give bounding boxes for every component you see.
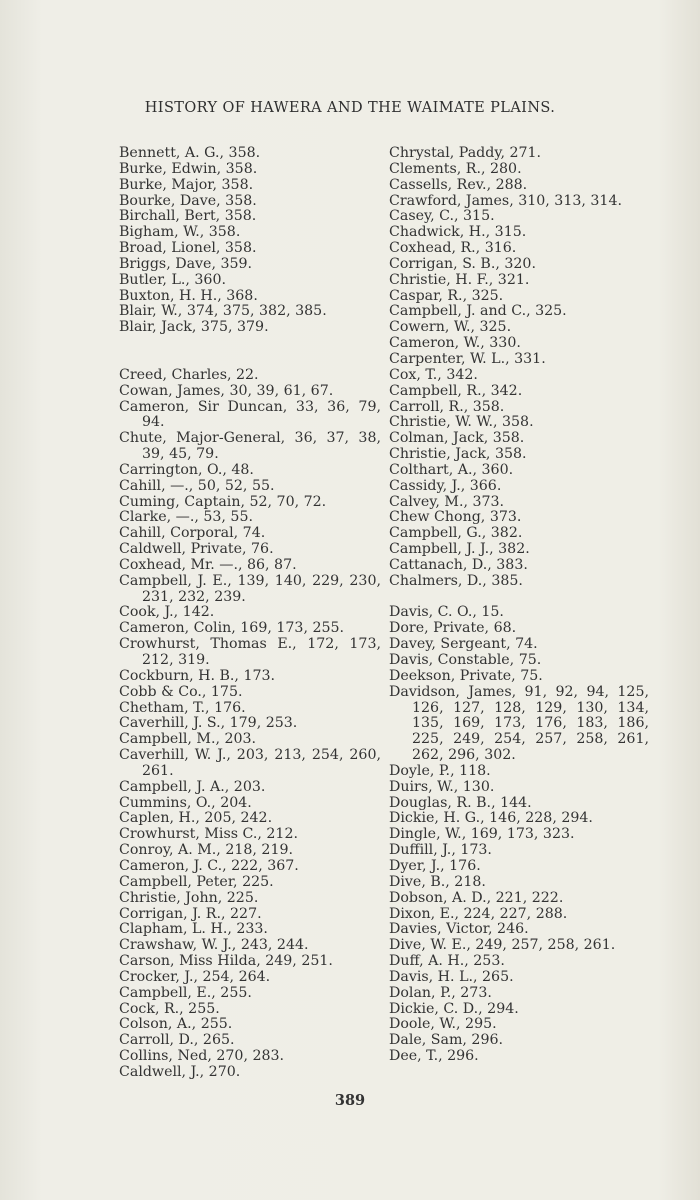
index-entry: Cameron, Colin, 169, 173, 255. [119,620,345,637]
index-entry: Briggs, Dave, 359. [119,255,253,272]
index-entry: Corrigan, J. R., 227. [119,905,262,922]
index-entry: Cattanach, D., 383. [389,556,528,573]
index-entry: Davis, Constable, 75. [389,652,542,668]
index-entry: Coxhead, Mr. —., 86, 87. [119,556,297,573]
index-column-left [119,146,381,1081]
index-entry: Duff, A. H., 253. [389,953,505,970]
index-entry: Cockburn, H. B., 173. [119,667,276,684]
index-entry: Chalmers, D., 385. [389,572,523,589]
index-entry: Douglas, R. B., 144. [389,794,532,811]
index-entry: Dobson, A. D., 221, 222. [389,889,564,906]
index-entry: Cook, J., 142. [119,604,215,621]
index-entry: Crawshaw, W. J., 243, 244. [119,937,309,954]
group-separator [119,352,381,368]
index-entry: Chute, Major-General, 36, 37, 38, 39, 45, 79. [119,430,381,463]
index-entry: Conroy, A. M., 218, 219. [119,842,294,859]
index-entry: Coxhead, R., 316. [389,240,517,257]
index-entry: Chetham, T., 176. [119,699,246,716]
index-entry: Davis, C. O., 15. [389,604,504,621]
index-entry: Chrystal, Paddy, 271. [389,145,542,161]
index-entry: Campbell, J. A., 203. [119,778,266,795]
running-header: HISTORY OF HAWERA AND THE WAIMATE PLAINS. [144,100,556,116]
index-entry: Christie, H. F., 321. [389,271,530,288]
index-entry: Collins, Ned, 270, 283. [119,1048,285,1065]
index-entry: Carson, Miss Hilda, 249, 251. [119,953,333,970]
index-entry: Butler, L., 360. [119,271,226,288]
index-entry: Cuming, Captain, 52, 70, 72. [119,493,327,510]
index-entry: Crowhurst, Miss C., 212. [119,826,298,843]
index-entry: Caspar, R., 325. [389,287,504,304]
index-entry: Dyer, J., 176. [389,857,481,874]
index-entry: Campbell, G., 382. [389,525,523,542]
index-entry: Crawford, James, 310, 313, 314. [389,192,622,209]
index-entry: Cassidy, J., 366. [389,477,502,494]
group-separator [119,336,381,352]
index-entry: Campbell, R., 342. [389,382,523,399]
index-entry: Cameron, W., 330. [389,335,521,352]
index-entry: Campbell, J. J., 382. [389,541,530,558]
index-entry: Dore, Private, 68. [389,620,517,637]
page-number: 389 [334,1092,366,1109]
index-entry: Dickie, C. D., 294. [389,1000,519,1017]
index-entry: Cowern, W., 325. [389,319,512,336]
index-entry: Caldwell, J., 270. [119,1063,241,1080]
index-entry: Clarke, —., 53, 55. [119,509,253,526]
index-entry: Campbell, J. E., 139, 140, 229, 230, 231, 232, 239. [119,572,381,605]
index-entry: Campbell, M., 203. [119,731,257,748]
index-entry: Campbell, Peter, 225. [119,873,274,890]
index-entry: Cameron, Sir Duncan, 33, 36, 79, 94. [119,398,381,431]
index-entry: Cowan, James, 30, 39, 61, 67. [119,382,334,399]
index-entry: Bourke, Dave, 358. [119,192,257,209]
index-entry: Dale, Sam, 296. [389,1032,504,1049]
index-entry: Buxton, H. H., 368. [119,287,258,304]
index-entry: Dolan, P., 273. [389,984,492,1001]
index-entry: Calvey, M., 373. [389,493,505,510]
index-entry: Cahill, —., 50, 52, 55. [119,477,275,494]
index-entry: Caverhill, W. J., 203, 213, 254, 260, 261. [119,747,381,779]
index-group-c [119,368,381,1081]
index-entry: Blair, Jack, 375, 379. [119,319,269,336]
index-entry: Crowhurst, Thomas E., 172, 173, 212, 319. [119,636,381,668]
index-entry: Caplen, H., 205, 242. [119,810,273,827]
index-entry: Colson, A., 255. [119,1016,233,1033]
index-entry: Doyle, P., 118. [389,762,491,779]
index-entry: Deekson, Private, 75. [389,667,543,684]
index-entry: Birchall, Bert, 358. [119,208,257,225]
index-entry: Clapham, L. H., 233. [119,921,268,938]
index-entry: Campbell, J. and C., 325. [389,303,567,320]
index-entry: Cox, T., 342. [389,366,478,383]
index-entry: Broad, Lionel, 358. [119,240,257,257]
index-entry: Carpenter, W. L., 331. [389,350,546,367]
index-entry: Bennett, A. G., 358. [119,145,261,161]
index-entry: Cummins, O., 204. [119,794,252,811]
index-entry: Davies, Victor, 246. [389,921,529,938]
group-separator [389,590,649,606]
index-entry: Cock, R., 255. [119,1000,220,1017]
index-entry: Clements, R., 280. [389,160,522,177]
index-entry: Davis, H. L., 265. [389,968,514,985]
index-entry: Cobb & Co., 175. [119,683,243,700]
index-entry: Carroll, D., 265. [119,1032,235,1049]
index-group-b [119,146,381,336]
index-entry: Colman, Jack, 358. [389,430,525,447]
index-entry: Duffill, J., 173. [389,842,492,859]
index-entry: Colthart, A., 360. [389,461,514,478]
index-entry: Davidson, James, 91, 92, 94, 125, 126, 127, 128, 129, 130, 134, 135, 169, 173, 176, 183, 186, 225, 249, 254, 257, 258, 261, 262, 296, 302. [389,683,649,764]
index-entry: Creed, Charles, 22. [119,366,259,383]
index-entry: Campbell, E., 255. [119,984,252,1001]
index-group-c-continued [389,146,649,590]
index-entry: Cameron, J. C., 222, 367. [119,857,299,874]
index-entry: Dingle, W., 169, 173, 323. [389,826,575,843]
index-entry: Carrington, O., 48. [119,461,254,478]
index-entry: Dixon, E., 224, 227, 288. [389,905,568,922]
index-entry: Davey, Sergeant, 74. [389,636,538,653]
index-entry: Christie, Jack, 358. [389,446,527,463]
index-entry: Christie, John, 225. [119,889,259,906]
index-entry: Chadwick, H., 315. [389,224,527,241]
index-entry: Crocker, J., 254, 264. [119,968,271,985]
index-entry: Carroll, R., 358. [389,398,505,415]
index-entry: Dive, W. E., 249, 257, 258, 261. [389,937,616,954]
index-entry: Christie, W. W., 358. [389,414,534,431]
index-group-d [389,605,649,1064]
index-entry: Burke, Major, 358. [119,176,254,193]
index-entry: Caverhill, J. S., 179, 253. [119,715,298,732]
index-entry: Doole, W., 295. [389,1016,497,1033]
index-entry: Blair, W., 374, 375, 382, 385. [119,303,327,320]
index-entry: Caldwell, Private, 76. [119,541,274,558]
index-entry: Chew Chong, 373. [389,509,522,526]
index-entry: Casey, C., 315. [389,208,495,225]
index-entry: Cassells, Rev., 288. [389,176,528,193]
index-entry: Corrigan, S. B., 320. [389,255,536,272]
index-entry: Dive, B., 218. [389,873,486,890]
index-entry: Cahill, Corporal, 74. [119,525,266,542]
index-entry: Dickie, H. G., 146, 228, 294. [389,810,593,827]
index-entry: Dee, T., 296. [389,1048,479,1065]
index-column-right [389,146,649,1065]
index-entry: Duirs, W., 130. [389,778,495,795]
index-entry: Bigham, W., 358. [119,224,241,241]
index-entry: Burke, Edwin, 358. [119,160,258,177]
